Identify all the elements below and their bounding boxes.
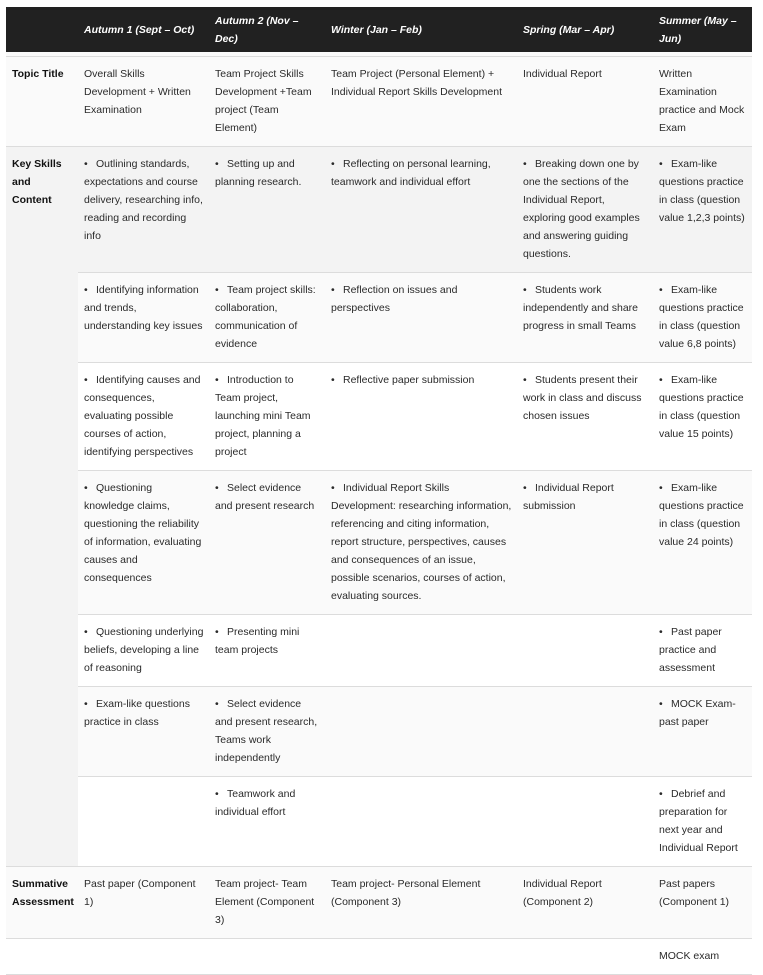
curriculum-table-container [6,7,752,975]
skills-cell: • Presenting mini team projects [209,615,325,687]
header-autumn-1: Autumn 1 (Sept – Oct) [78,7,209,52]
skills-cell: • Individual Report submission [517,471,653,615]
header-row [6,7,752,52]
skills-cell: • Debrief and preparation for next year and Individual Report [653,777,752,867]
topic-cell: Team Project (Personal Element) + Individual Report Skills Development [325,57,517,147]
header-corner [6,7,78,52]
summative-row [6,867,752,939]
summative-extra-cell: MOCK exam [653,939,752,975]
skills-cell: • Identifying information and trends, understanding key issues [78,273,209,363]
header-summer: Summer (May – Jun) [653,7,752,52]
header-spring: Spring (Mar – Apr) [517,7,653,52]
header-winter: Winter (Jan – Feb) [325,7,517,52]
skills-cell: • Reflecting on personal learning, teamwork and individual effort [325,147,517,273]
topic-cell: Overall Skills Development + Written Examination [78,57,209,147]
skills-cell: • Reflective paper submission [325,363,517,471]
skills-row [6,273,752,363]
row-label-topic-title: Topic Title [6,57,78,147]
skills-row [6,471,752,615]
skills-cell: • Teamwork and individual effort [209,777,325,867]
skills-row [6,615,752,687]
summative-cell: Past paper (Component 1) [78,867,209,939]
skills-cell: • Students present their work in class and discuss chosen issues [517,363,653,471]
skills-cell [517,777,653,867]
summative-cell: Individual Report (Component 2) [517,867,653,939]
skills-cell: • Exam-like questions practice in class (question value 1,2,3 points) [653,147,752,273]
skills-cell: • Identifying causes and consequences, evaluating possible courses of action, identifying perspectives [78,363,209,471]
skills-cell: • Team project skills: collaboration, communication of evidence [209,273,325,363]
skills-cell: • Select evidence and present research, Teams work independently [209,687,325,777]
summative-cell: Team project- Team Element (Component 3) [209,867,325,939]
skills-row [6,777,752,867]
topic-cell: Written Examination practice and Mock Exam [653,57,752,147]
skills-cell: • Outlining standards, expectations and course delivery, researching info, reading and recording info [78,147,209,273]
skills-cell: • MOCK Exam- past paper [653,687,752,777]
skills-cell: • Select evidence and present research [209,471,325,615]
skills-cell [325,687,517,777]
skills-cell: • Individual Report Skills Development: researching information, referencing and citing information, report structure, perspectives, causes and consequences of an issue, possible scenarios, courses of action, evaluating sources. [325,471,517,615]
skills-cell [517,687,653,777]
skills-row [6,363,752,471]
curriculum-table [6,7,752,975]
skills-cell: • Exam-like questions practice in class [78,687,209,777]
skills-cell [325,777,517,867]
skills-cell [325,615,517,687]
topic-title-row [6,57,752,147]
skills-cell: • Exam-like questions practice in class (question value 6,8 points) [653,273,752,363]
skills-cell: • Students work independently and share progress in small Teams [517,273,653,363]
skills-cell: • Questioning underlying beliefs, developing a line of reasoning [78,615,209,687]
skills-cell [517,615,653,687]
row-label-key-skills: Key Skills and Content [6,147,78,867]
skills-cell: • Breaking down one by one the sections of the Individual Report, exploring good examples and answering guiding questions. [517,147,653,273]
skills-row [6,147,752,273]
summative-cell: Team project- Personal Element (Component 3) [325,867,517,939]
skills-cell: • Questioning knowledge claims, questioning the reliability of information, evaluating causes and consequences [78,471,209,615]
header-autumn-2: Autumn 2 (Nov – Dec) [209,7,325,52]
skills-cell: • Exam-like questions practice in class (question value 15 points) [653,363,752,471]
skills-cell: • Exam-like questions practice in class (question value 24 points) [653,471,752,615]
topic-cell: Individual Report [517,57,653,147]
skills-row [6,687,752,777]
skills-cell [78,777,209,867]
skills-cell: • Setting up and planning research. [209,147,325,273]
topic-cell: Team Project Skills Development +Team project (Team Element) [209,57,325,147]
skills-cell: • Reflection on issues and perspectives [325,273,517,363]
row-label-summative: Summative Assessment [6,867,78,939]
skills-cell: • Introduction to Team project, launching mini Team project, planning a project [209,363,325,471]
summative-cell: Past papers (Component 1) [653,867,752,939]
summative-extra-row [6,939,752,975]
skills-cell: • Past paper practice and assessment [653,615,752,687]
